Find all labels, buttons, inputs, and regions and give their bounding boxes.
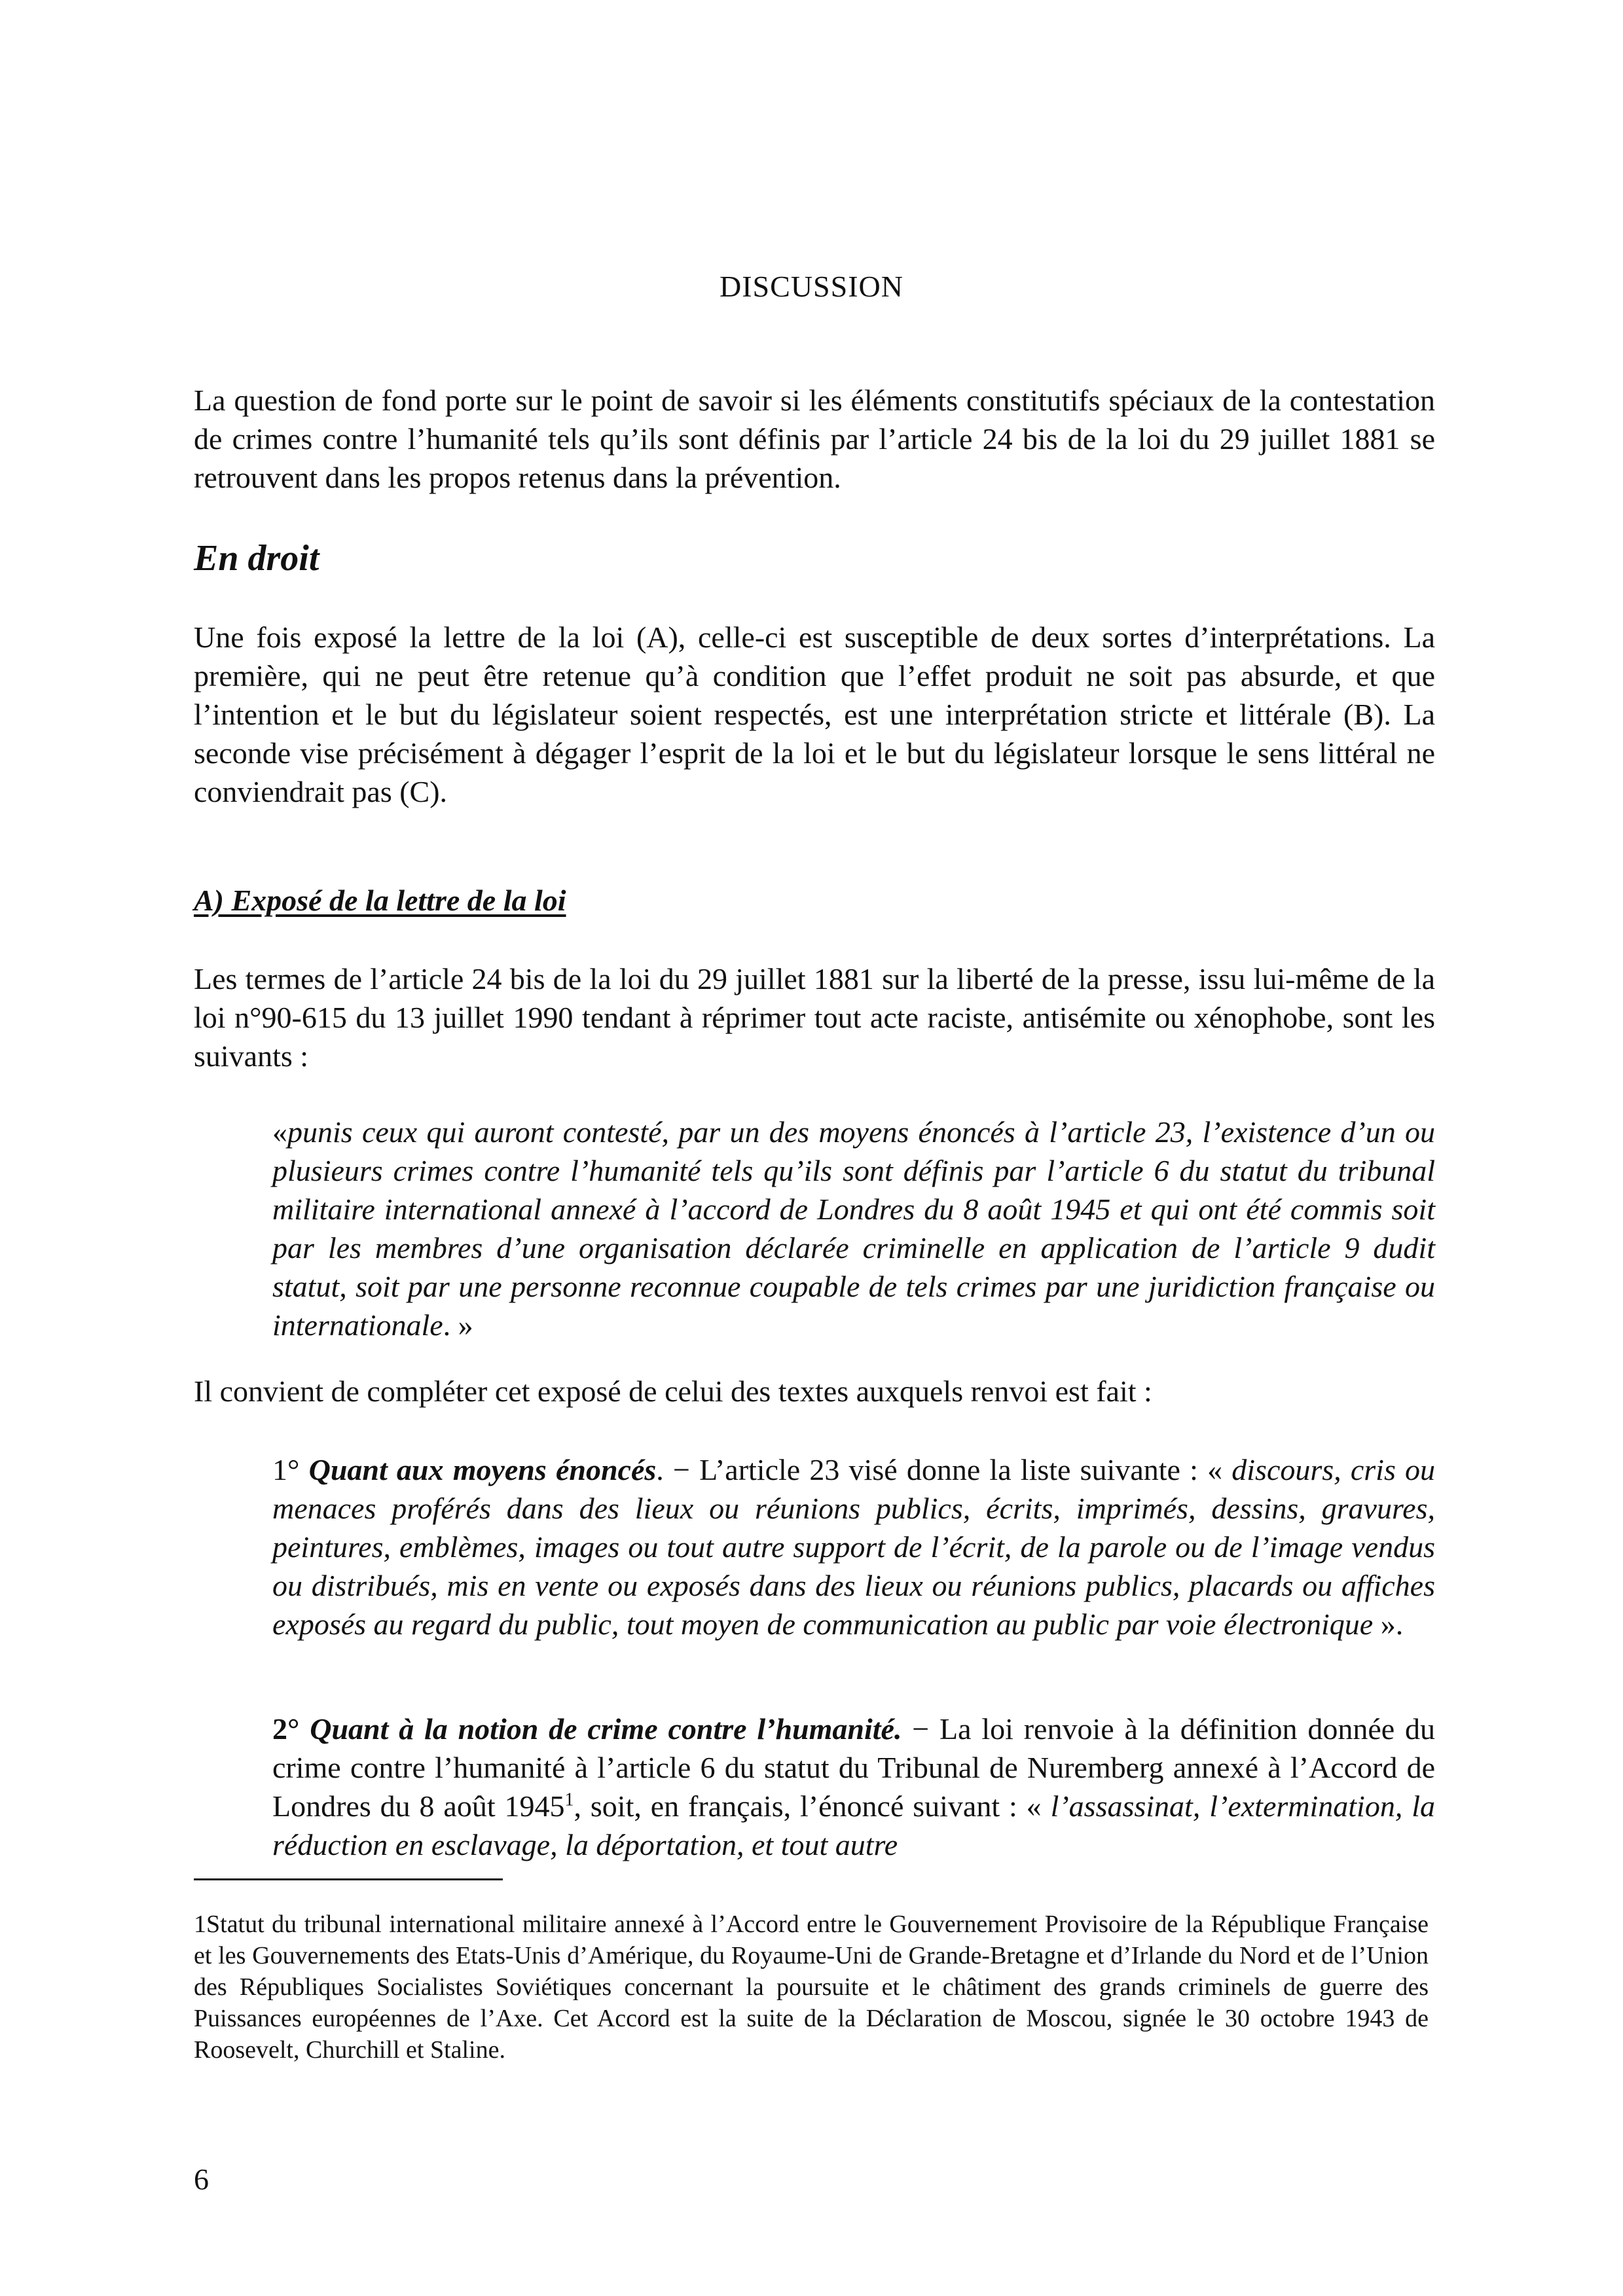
- item-1-heading: Quant aux moyens énoncés: [308, 1453, 657, 1486]
- item-2-text-continued: , soit, en français, l’énoncé suivant : «: [574, 1789, 1042, 1823]
- section-heading-en-droit: En droit: [194, 538, 319, 579]
- item-2-quote: l’assassinat, l’extermination, la réduction en esclavage, la déportation, et tout autre: [272, 1789, 1435, 1861]
- quote-open-mark: «: [272, 1115, 287, 1149]
- item-1-close: ».: [1373, 1607, 1404, 1641]
- page-number: 6: [194, 2162, 209, 2196]
- termes-paragraph: Les termes de l’article 24 bis de la loi du 29 juillet 1881 sur la liberté de la presse, issu lui-même de la loi n°90-615 du 13 juillet 1990 tendant à réprimer tout acte raciste, antisémite ou xénophobe, sont les suivants :: [194, 962, 1435, 1073]
- law-quote-text: punis ceux qui auront contesté, par un des moyens énoncés à l’article 23, l’existence d’un ou plusieurs crimes contre l’humanité tels qu’ils sont définis par l’article 6 du statut du tribunal militaire international annexé à l’accord de Londres du 8 août 1945 et qui ont été commis soit par les membres d’une organisation déclarée criminelle en application de l’article 9 dudit statut, soit par une personne reconnue coupable de tels crimes par une juridiction française ou internationale: [272, 1115, 1435, 1342]
- footnote: 1Statut du tribunal international militaire annexé à l’Accord entre le Gouvernement Provisoire de la République Française et les Gouvernements des Etats-Unis d’Amérique, du Royaume-Uni de Grande-Bretagne et d’Irlande du Nord et de l’Union des Républiques Socialistes Soviétiques concernant la poursuite et le châtiment des grands criminels de guerre des Puissances européennes de l’Axe. Cet Accord est la suite de la Déclaration de Moscou, signée le 30 octobre 1943 de Roosevelt, Churchill et Staline.: [194, 1910, 1429, 2064]
- item-1-quote: discours, cris ou menaces proférés dans des lieux ou réunions publics, écrits, imprimés, dessins, gravures, peintures, emblèmes, images ou tout autre support de l’écrit, de la parole ou de l’image vendus ou distribués, mis en vente ou exposés dans des lieux ou réunions publics, placards ou affiches exposés au regard du public, tout moyen de communication au public par voie électronique: [272, 1453, 1436, 1641]
- law-quote: [272, 1113, 1435, 1344]
- page-title: DISCUSSION: [720, 270, 903, 303]
- subsection-heading-expose: A) Exposé de la lettre de la loi: [194, 884, 566, 917]
- droit-paragraph: Une fois exposé la lettre de la loi (A), celle-ci est susceptible de deux sortes d’interprétations. La première, qui ne peut être retenue qu’à condition que l’effet produit ne soit pas absurde, et que l’intention et le but du législateur soient respectés, est une interprétation stricte et littérale (B). La seconde vise précisément à dégager l’esprit de la loi et le but du législateur lorsque le sens littéral ne conviendrait pas (C).: [194, 620, 1435, 808]
- item-2-number: 2°: [272, 1712, 300, 1746]
- footnote-reference[interactable]: 1: [564, 1789, 574, 1810]
- intro-paragraph: La question de fond porte sur le point de savoir si les éléments constitutifs spéciaux de la contestation de crimes contre l’humanité tels qu’ils sont définis par l’article 24 bis de la loi du 29 juillet 1881 se retrouvent dans les propos retenus dans la prévention.: [194, 384, 1435, 494]
- quote-close-mark: . »: [443, 1308, 473, 1342]
- item-2: [272, 1710, 1435, 1864]
- convient-paragraph: Il convient de compléter cet exposé de celui des textes auxquels renvoi est fait :: [194, 1374, 1152, 1408]
- footnote-separator: [194, 1878, 503, 1880]
- item-2-text: − La loi renvoie à la définition donnée du crime contre l’humanité à l’article 6 du statut du Tribunal de Nuremberg annexé à l’Accord de Londres du 8 août 1945: [272, 1712, 1435, 1823]
- item-2-heading: Quant à la notion de crime contre l’humanité.: [310, 1712, 902, 1746]
- item-1-lead: . − L’article 23 visé donne la liste suivante : «: [656, 1453, 1223, 1486]
- item-1: [272, 1450, 1435, 1643]
- item-1-number: 1°: [272, 1453, 300, 1486]
